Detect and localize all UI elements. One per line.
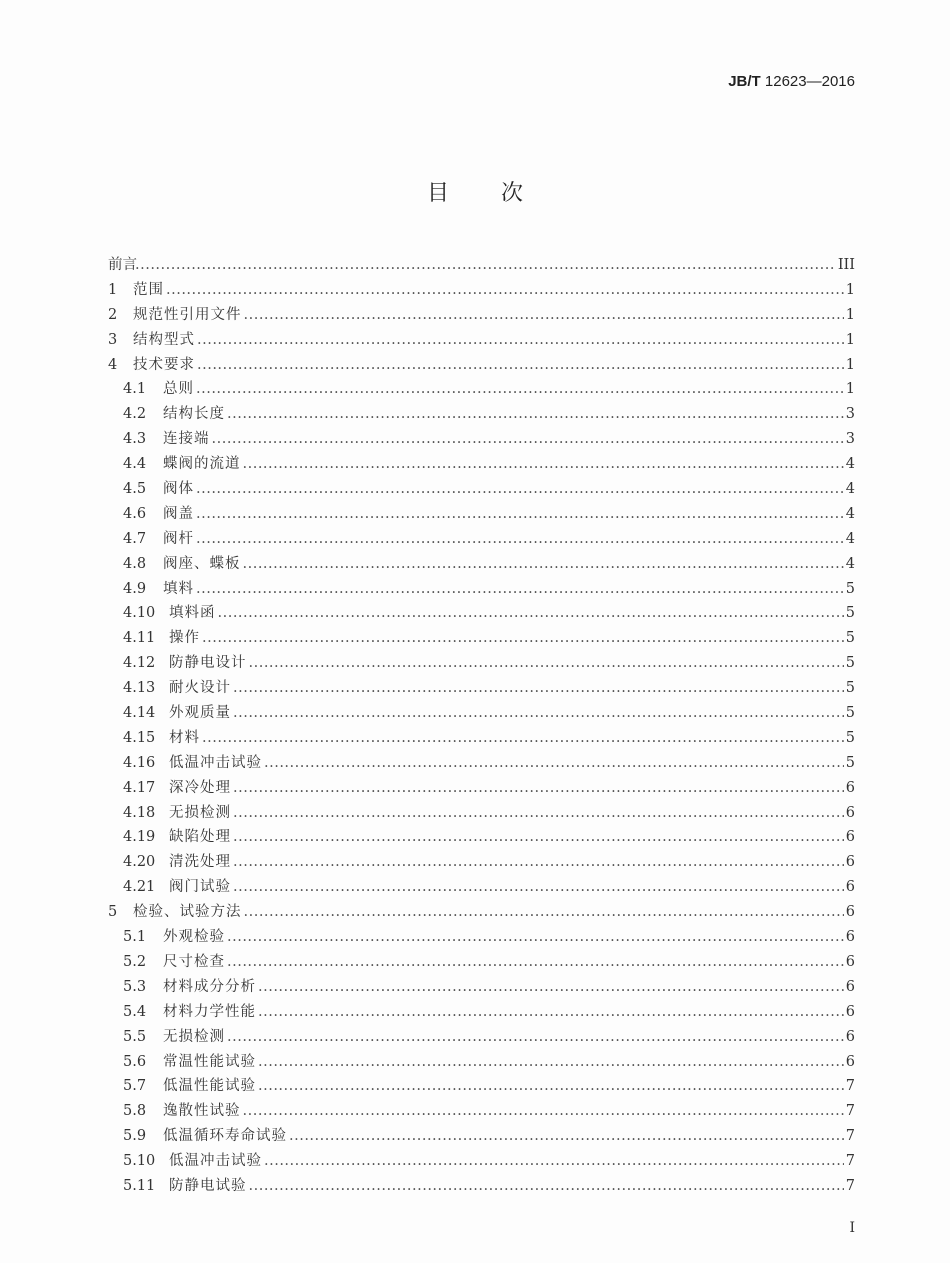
toc-entry-number: 3 bbox=[108, 331, 118, 348]
toc-entry[interactable] bbox=[108, 552, 855, 577]
toc-entry[interactable] bbox=[108, 850, 855, 875]
toc-entry[interactable] bbox=[108, 328, 855, 353]
toc-leader-dots bbox=[196, 477, 844, 502]
toc-leader-dots bbox=[212, 427, 844, 452]
toc-entry-page: 4 bbox=[845, 505, 855, 522]
toc-entry-number: 4.8 bbox=[123, 555, 147, 572]
toc-entry-page: 4 bbox=[845, 456, 855, 473]
toc-entry-page: 5 bbox=[845, 605, 855, 622]
toc-entry-title: 外观质量 bbox=[169, 705, 231, 722]
toc-entry[interactable] bbox=[108, 1025, 855, 1050]
toc-entry-page: 6 bbox=[845, 1028, 855, 1045]
toc-entry-number: 4.3 bbox=[123, 431, 147, 448]
toc-entry-number: 4.9 bbox=[123, 580, 147, 597]
toc-entry-title: 清洗处理 bbox=[169, 854, 231, 871]
toc-entry[interactable] bbox=[108, 1149, 855, 1174]
toc-entry[interactable] bbox=[108, 577, 855, 602]
toc-entry-title: 阀盖 bbox=[163, 505, 194, 522]
toc-entry-page: 6 bbox=[845, 804, 855, 821]
toc-entry-page: 1 bbox=[845, 306, 855, 323]
toc-entry-number: 5.9 bbox=[123, 1128, 147, 1145]
toc-entry-number: 4.21 bbox=[123, 879, 156, 896]
toc-entry-title: 防静电设计 bbox=[169, 655, 247, 672]
toc-entry[interactable] bbox=[108, 477, 855, 502]
toc-entry-title: 低温冲击试验 bbox=[169, 1153, 262, 1170]
toc-entry-title: 低温性能试验 bbox=[163, 1078, 256, 1095]
toc-leader-dots bbox=[249, 651, 844, 676]
toc-entry[interactable] bbox=[108, 776, 855, 801]
toc-entry-title: 耐火设计 bbox=[169, 680, 231, 697]
toc-leader-dots bbox=[244, 303, 844, 328]
toc-entry-number: 4.13 bbox=[123, 680, 156, 697]
toc-entry-page: 5 bbox=[845, 655, 855, 672]
toc-entry-title: 结构长度 bbox=[163, 406, 225, 423]
toc-entry-title: 缺陷处理 bbox=[169, 829, 231, 846]
toc-entry[interactable] bbox=[108, 925, 855, 950]
page-number: I bbox=[849, 1220, 855, 1236]
toc-entry-number: 前言 bbox=[108, 257, 137, 273]
toc-entry[interactable] bbox=[108, 1099, 855, 1124]
toc-leader-dots bbox=[218, 601, 844, 626]
toc-entry[interactable] bbox=[108, 1124, 855, 1149]
toc-entry-number: 4.10 bbox=[123, 605, 156, 622]
toc-entry[interactable] bbox=[108, 402, 855, 427]
toc-entry-title: 操作 bbox=[169, 630, 200, 647]
toc-entry-page: 6 bbox=[845, 978, 855, 995]
toc-entry-title: 材料力学性能 bbox=[163, 1003, 256, 1020]
toc-entry-page: 7 bbox=[845, 1078, 855, 1095]
toc-entry-title: 总则 bbox=[163, 381, 194, 398]
page-title: 目次 bbox=[426, 181, 575, 206]
toc-entry-title: 无损检测 bbox=[169, 804, 231, 821]
toc-entry-title: 低温冲击试验 bbox=[169, 754, 262, 771]
toc-leader-dots bbox=[197, 328, 844, 353]
toc-entry[interactable] bbox=[108, 626, 855, 651]
toc-entry-number: 4.5 bbox=[123, 481, 147, 498]
toc-leader-dots bbox=[233, 875, 844, 900]
toc-entry-page: 4 bbox=[845, 555, 855, 572]
toc-entry-title: 低温循环寿命试验 bbox=[163, 1128, 287, 1145]
toc-entry[interactable] bbox=[108, 651, 855, 676]
table-of-contents bbox=[108, 253, 855, 1199]
toc-entry[interactable] bbox=[108, 1050, 855, 1075]
toc-leader-dots bbox=[202, 626, 844, 651]
toc-entry[interactable] bbox=[108, 427, 855, 452]
toc-entry-title: 外观检验 bbox=[163, 929, 225, 946]
toc-leader-dots bbox=[233, 701, 844, 726]
toc-leader-dots bbox=[233, 676, 844, 701]
toc-entry-number: 4.15 bbox=[123, 729, 156, 746]
toc-leader-dots bbox=[233, 801, 844, 826]
toc-entry[interactable] bbox=[108, 801, 855, 826]
toc-entry-page: 1 bbox=[845, 356, 855, 373]
standard-code-prefix: JB/T bbox=[728, 73, 761, 90]
toc-entry-title: 填料 bbox=[163, 580, 194, 597]
toc-entry-title: 阀门试验 bbox=[169, 879, 231, 896]
toc-entry[interactable] bbox=[108, 303, 855, 328]
toc-leader-dots bbox=[244, 900, 844, 925]
toc-entry-page: 4 bbox=[845, 530, 855, 547]
toc-entry-number: 5.8 bbox=[123, 1103, 147, 1120]
toc-leader-dots bbox=[243, 1099, 844, 1124]
toc-entry-number: 5.4 bbox=[123, 1003, 147, 1020]
toc-leader-dots bbox=[202, 726, 844, 751]
toc-entry-number: 4.4 bbox=[123, 456, 147, 473]
toc-entry-title: 规范性引用文件 bbox=[133, 306, 242, 323]
toc-entry-number: 1 bbox=[108, 281, 118, 298]
toc-entry-page: 6 bbox=[845, 1053, 855, 1070]
toc-entry-title: 阀座、蝶板 bbox=[163, 555, 241, 572]
toc-entry[interactable] bbox=[108, 1000, 855, 1025]
toc-entry-title: 逸散性试验 bbox=[163, 1103, 241, 1120]
toc-entry-number: 5 bbox=[108, 904, 118, 921]
toc-leader-dots bbox=[233, 850, 844, 875]
toc-entry-number: 4.1 bbox=[123, 381, 147, 398]
toc-leader-dots bbox=[227, 1025, 844, 1050]
toc-entry-page: 5 bbox=[845, 729, 855, 746]
toc-entry-title: 技术要求 bbox=[133, 356, 195, 373]
toc-leader-dots bbox=[196, 502, 844, 527]
toc-entry-number: 4.20 bbox=[123, 854, 156, 871]
toc-entry-page: 4 bbox=[845, 481, 855, 498]
toc-leader-dots bbox=[249, 1174, 844, 1199]
toc-entry[interactable] bbox=[108, 975, 855, 1000]
toc-entry-page: 7 bbox=[845, 1153, 855, 1170]
toc-entry[interactable] bbox=[108, 452, 855, 477]
toc-entry-title: 无损检测 bbox=[163, 1028, 225, 1045]
toc-entry[interactable] bbox=[108, 726, 855, 751]
toc-entry-title: 填料函 bbox=[169, 605, 216, 622]
toc-entry-number: 4 bbox=[108, 356, 118, 373]
toc-entry-title: 蝶阀的流道 bbox=[163, 456, 241, 473]
toc-entry-title: 结构型式 bbox=[133, 331, 195, 348]
toc-entry-title: 深冷处理 bbox=[169, 779, 231, 796]
toc-leader-dots bbox=[196, 577, 844, 602]
toc-leader-dots bbox=[196, 527, 844, 552]
toc-leader-dots bbox=[258, 1074, 844, 1099]
toc-entry-page: 6 bbox=[845, 854, 855, 871]
toc-leader-dots bbox=[289, 1124, 844, 1149]
toc-entry-number: 5.11 bbox=[123, 1177, 156, 1194]
toc-entry[interactable] bbox=[108, 377, 855, 402]
toc-leader-dots bbox=[258, 1000, 844, 1025]
toc-entry-page: 5 bbox=[845, 754, 855, 771]
toc-leader-dots bbox=[227, 950, 844, 975]
toc-entry-number: 5.1 bbox=[123, 929, 147, 946]
toc-entry-number: 4.14 bbox=[123, 705, 156, 722]
toc-entry-title: 范围 bbox=[133, 281, 164, 298]
toc-entry-number: 5.2 bbox=[123, 953, 147, 970]
toc-entry[interactable] bbox=[108, 900, 855, 925]
toc-entry-title: 材料 bbox=[169, 729, 200, 746]
toc-entry-page: III bbox=[837, 257, 855, 273]
toc-entry-page: 6 bbox=[845, 904, 855, 921]
standard-code-number: 12623—2016 bbox=[764, 73, 855, 90]
toc-entry-number: 2 bbox=[108, 306, 118, 323]
toc-leader-dots bbox=[166, 278, 844, 303]
toc-entry-title: 阀体 bbox=[163, 481, 194, 498]
toc-leader-dots bbox=[233, 825, 844, 850]
toc-entry-number: 5.3 bbox=[123, 978, 147, 995]
toc-entry-number: 4.19 bbox=[123, 829, 156, 846]
toc-entry-number: 4.7 bbox=[123, 530, 147, 547]
toc-entry[interactable] bbox=[108, 502, 855, 527]
toc-entry-page: 1 bbox=[845, 381, 855, 398]
toc-entry-page: 3 bbox=[845, 406, 855, 423]
toc-entry-page: 5 bbox=[845, 630, 855, 647]
toc-entry-page: 5 bbox=[845, 580, 855, 597]
toc-entry[interactable] bbox=[108, 751, 855, 776]
toc-entry-page: 6 bbox=[845, 779, 855, 796]
toc-entry[interactable] bbox=[108, 676, 855, 701]
toc-entry-number: 4.11 bbox=[123, 630, 156, 647]
toc-entry[interactable] bbox=[108, 601, 855, 626]
toc-leader-dots bbox=[243, 452, 844, 477]
toc-leader-dots bbox=[258, 1050, 844, 1075]
toc-entry-page: 7 bbox=[845, 1177, 855, 1194]
toc-entry-number: 4.18 bbox=[123, 804, 156, 821]
toc-entry[interactable] bbox=[108, 253, 855, 278]
toc-entry-number: 4.16 bbox=[123, 754, 156, 771]
toc-entry-title: 检验、试验方法 bbox=[133, 904, 242, 921]
toc-entry-page: 6 bbox=[845, 829, 855, 846]
toc-entry-title: 常温性能试验 bbox=[163, 1053, 256, 1070]
toc-entry-number: 4.6 bbox=[123, 505, 147, 522]
toc-entry[interactable] bbox=[108, 1074, 855, 1099]
toc-entry-page: 7 bbox=[845, 1103, 855, 1120]
toc-leader-dots bbox=[227, 925, 844, 950]
toc-entry-title: 防静电试验 bbox=[169, 1177, 247, 1194]
toc-entry-title: 阀杆 bbox=[163, 530, 194, 547]
toc-leader-dots bbox=[135, 253, 836, 278]
toc-entry-page: 3 bbox=[845, 431, 855, 448]
toc-leader-dots bbox=[227, 402, 844, 427]
toc-entry-page: 5 bbox=[845, 705, 855, 722]
toc-entry-page: 1 bbox=[845, 281, 855, 298]
toc-entry[interactable] bbox=[108, 527, 855, 552]
toc-entry-page: 6 bbox=[845, 879, 855, 896]
toc-leader-dots bbox=[258, 975, 844, 1000]
toc-entry-number: 4.2 bbox=[123, 406, 147, 423]
standard-code bbox=[728, 73, 855, 90]
toc-entry[interactable] bbox=[108, 1174, 855, 1199]
toc-entry-page: 6 bbox=[845, 953, 855, 970]
toc-entry-page: 6 bbox=[845, 929, 855, 946]
toc-leader-dots bbox=[197, 353, 844, 378]
toc-entry[interactable] bbox=[108, 950, 855, 975]
toc-entry[interactable] bbox=[108, 825, 855, 850]
toc-entry[interactable] bbox=[108, 875, 855, 900]
toc-entry-number: 4.12 bbox=[123, 655, 156, 672]
toc-entry-page: 5 bbox=[845, 680, 855, 697]
toc-entry-title: 连接端 bbox=[163, 431, 210, 448]
toc-entry[interactable] bbox=[108, 278, 855, 303]
toc-entry-page: 1 bbox=[845, 331, 855, 348]
toc-entry-title: 材料成分分析 bbox=[163, 978, 256, 995]
toc-entry-page: 6 bbox=[845, 1003, 855, 1020]
toc-entry-number: 5.6 bbox=[123, 1053, 147, 1070]
toc-entry-number: 5.10 bbox=[123, 1153, 156, 1170]
toc-entry-page: 7 bbox=[845, 1128, 855, 1145]
toc-entry-number: 5.7 bbox=[123, 1078, 147, 1095]
toc-entry[interactable] bbox=[108, 353, 855, 378]
toc-entry-number: 4.17 bbox=[123, 779, 156, 796]
toc-entry[interactable] bbox=[108, 701, 855, 726]
toc-leader-dots bbox=[196, 377, 844, 402]
toc-leader-dots bbox=[264, 1149, 844, 1174]
toc-leader-dots bbox=[243, 552, 844, 577]
toc-leader-dots bbox=[233, 776, 844, 801]
toc-entry-title: 尺寸检查 bbox=[163, 953, 225, 970]
toc-entry-number: 5.5 bbox=[123, 1028, 147, 1045]
toc-leader-dots bbox=[264, 751, 844, 776]
